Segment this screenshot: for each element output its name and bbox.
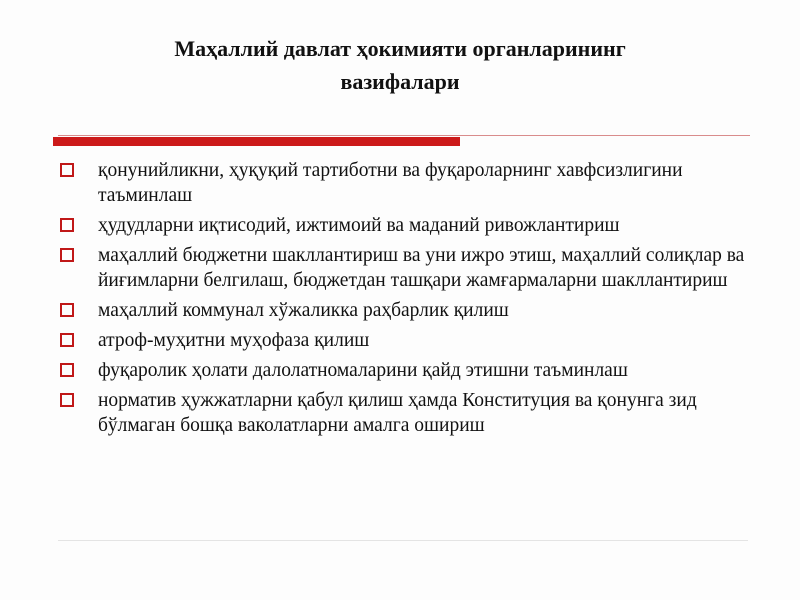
square-bullet-icon xyxy=(60,163,74,177)
list-item xyxy=(58,298,748,323)
list-item-text: маҳаллий бюджетни шакллантириш ва уни ижро этиш, маҳаллий солиқлар ва йиғимларни белгилаш, бюджетдан ташқари жамғармаларни шакллантириш xyxy=(98,245,745,291)
list-item xyxy=(58,328,748,353)
square-bullet-icon xyxy=(60,363,74,377)
square-bullet-icon xyxy=(60,218,74,232)
list-item-text: қонунийликни, ҳуқуқий тартиботни ва фуқароларнинг хавфсизлигини таъминлаш xyxy=(98,160,683,206)
list-item xyxy=(58,358,748,383)
square-bullet-icon xyxy=(60,248,74,262)
title-divider-accent xyxy=(53,137,460,146)
title-line-1: Маҳаллий давлат ҳокимияти органларининг xyxy=(174,36,626,61)
list-item-text: норматив ҳужжатларни қабул қилиш ҳамда Конституция ва қонунга зид бўлмаган бошқа ваколатларни амалга ошириш xyxy=(98,390,697,436)
footer-divider xyxy=(58,540,748,541)
square-bullet-icon xyxy=(60,333,74,347)
list-item-text: ҳудудларни иқтисодий, ижтимоий ва маданий ривожлантириш xyxy=(98,215,620,236)
list-item xyxy=(58,158,748,208)
list-item-text: атроф-муҳитни муҳофаза қилиш xyxy=(98,330,370,351)
list-item-text: фуқаролик ҳолати далолатномаларини қайд этишни таъминлаш xyxy=(98,360,628,381)
square-bullet-icon xyxy=(60,393,74,407)
list-item xyxy=(58,243,748,293)
title-divider-thin xyxy=(58,135,750,136)
square-bullet-icon xyxy=(60,303,74,317)
list-item xyxy=(58,213,748,238)
list-item xyxy=(58,388,748,438)
bullet-list xyxy=(58,158,748,443)
title-line-2: вазифалари xyxy=(340,69,460,94)
list-item-text: маҳаллий коммунал хўжаликка раҳбарлик қилиш xyxy=(98,300,509,321)
slide-title xyxy=(60,32,740,98)
